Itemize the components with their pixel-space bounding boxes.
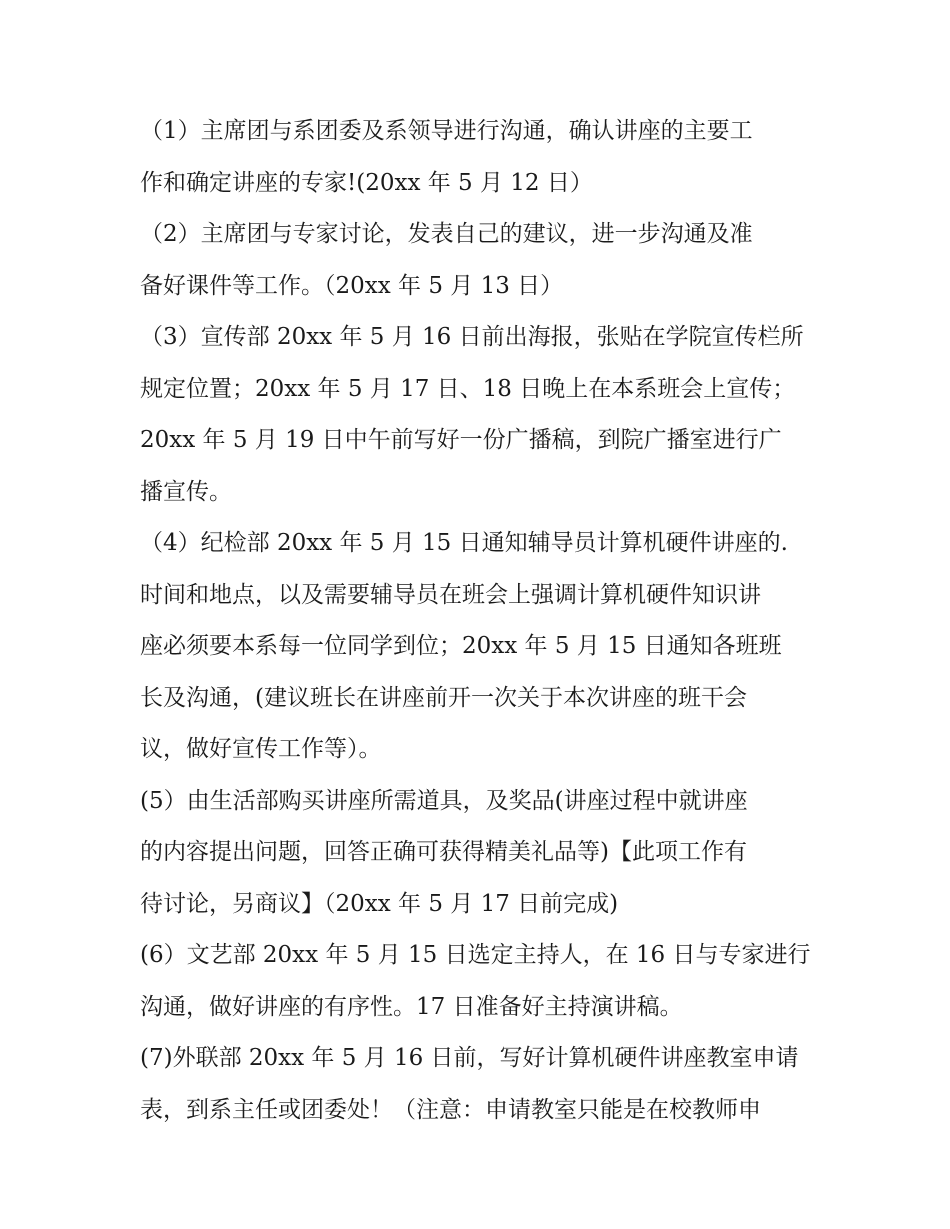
text-line-6: 规定位置；20xx 年 5 月 17 日、18 日晚上在本系班会上宣传； bbox=[140, 375, 796, 402]
text-line-1: （1）主席团与系团委及系领导进行沟通，确认讲座的主要工 bbox=[140, 118, 753, 144]
document-body bbox=[140, 106, 820, 1136]
text-line-7: 20xx 年 5 月 19 日中午前写好一份广播稿，到院广播室进行广 bbox=[140, 427, 782, 453]
text-line-13: 议，做好宣传工作等）。 bbox=[140, 736, 382, 762]
text-line-4: 备好课件等工作。（20xx 年 5 月 13 日） bbox=[140, 272, 564, 299]
text-line-18: 沟通，做好讲座的有序性。17 日准备好主持演讲稿。 bbox=[140, 993, 683, 1020]
text-line-19: (7)外联部 20xx 年 5 月 16 日前，写好计算机硬件讲座教室申请 bbox=[140, 1045, 799, 1071]
text-line-2: 作和确定讲座的专家!(20xx 年 5 月 12 日） bbox=[140, 169, 593, 196]
text-line-3: （2）主席团与专家讨论，发表自己的建议，进一步沟通及准 bbox=[140, 221, 753, 247]
text-line-11: 座必须要本系每一位同学到位；20xx 年 5 月 15 日通知各班班 bbox=[140, 633, 782, 659]
text-line-14: (5）由生活部购买讲座所需道具，及奖品(讲座过程中就讲座 bbox=[140, 787, 748, 814]
text-line-15: 的内容提出问题，回答正确可获得精美礼品等)【此项工作有 bbox=[140, 839, 747, 865]
text-line-16: 待讨论，另商议】（20xx 年 5 月 17 日前完成) bbox=[140, 890, 619, 917]
text-line-10: 时间和地点，以及需要辅导员在班会上强调计算机硬件知识讲 bbox=[140, 581, 761, 608]
text-line-20: 表，到系主任或团委处！（注意：申请教室只能是在校教师申 bbox=[140, 1096, 761, 1123]
text-line-5: （3）宣传部 20xx 年 5 月 16 日前出海报，张贴在学院宣传栏所 bbox=[140, 324, 804, 350]
text-line-12: 长及沟通，(建议班长在讲座前开一次关于本次讲座的班干会 bbox=[140, 684, 747, 711]
text-line-8: 播宣传。 bbox=[140, 478, 232, 505]
text-line-9: （4）纪检部 20xx 年 5 月 15 日通知辅导员计算机硬件讲座的. bbox=[140, 530, 788, 556]
text-line-17: (6）文艺部 20xx 年 5 月 15 日选定主持人，在 16 日与专家进行 bbox=[140, 942, 811, 968]
